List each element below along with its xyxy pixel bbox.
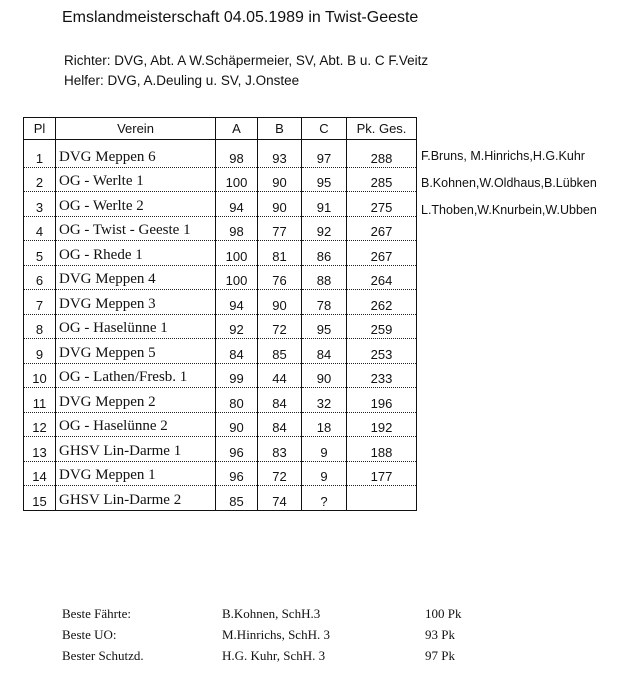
score-a-cell: 92 bbox=[216, 314, 258, 339]
club-cell: OG - Werlte 1 bbox=[56, 167, 216, 192]
team-members-line: L.Thoben,W.Knurbein,W.Ubben bbox=[421, 203, 597, 217]
club-cell: DVG Meppen 5 bbox=[56, 339, 216, 364]
table-row bbox=[24, 461, 417, 486]
total-cell: 267 bbox=[347, 241, 417, 266]
score-b-cell: 84 bbox=[258, 388, 302, 413]
score-a-cell: 85 bbox=[216, 486, 258, 511]
table-row bbox=[24, 486, 417, 511]
table-row bbox=[24, 265, 417, 290]
score-c-cell: 91 bbox=[302, 192, 347, 217]
total-cell: 262 bbox=[347, 290, 417, 315]
score-c-cell: 88 bbox=[302, 265, 347, 290]
place-cell: 6 bbox=[24, 265, 56, 290]
score-a-cell: 96 bbox=[216, 437, 258, 462]
score-b-cell: 85 bbox=[258, 339, 302, 364]
club-cell: OG - Haselünne 2 bbox=[56, 412, 216, 437]
score-a-cell: 100 bbox=[216, 241, 258, 266]
place-cell: 13 bbox=[24, 437, 56, 462]
award-category: Bester Schutzd. bbox=[62, 648, 144, 663]
header-club: Verein bbox=[56, 118, 216, 140]
place-cell: 8 bbox=[24, 314, 56, 339]
place-cell: 1 bbox=[24, 143, 56, 167]
total-cell: 267 bbox=[347, 216, 417, 241]
place-cell: 12 bbox=[24, 412, 56, 437]
club-cell: DVG Meppen 6 bbox=[56, 143, 216, 167]
score-c-cell: 18 bbox=[302, 412, 347, 437]
award-winner: H.G. Kuhr, SchH. 3 bbox=[222, 648, 326, 663]
score-a-cell: 80 bbox=[216, 388, 258, 413]
score-c-cell: ? bbox=[302, 486, 347, 511]
club-cell: OG - Haselünne 1 bbox=[56, 314, 216, 339]
score-b-cell: 74 bbox=[258, 486, 302, 511]
club-cell: OG - Lathen/Fresb. 1 bbox=[56, 363, 216, 388]
table-row bbox=[24, 388, 417, 413]
total-cell: 259 bbox=[347, 314, 417, 339]
score-b-cell: 72 bbox=[258, 314, 302, 339]
place-cell: 7 bbox=[24, 290, 56, 315]
place-cell: 15 bbox=[24, 486, 56, 511]
results-body bbox=[24, 140, 417, 511]
score-a-cell: 100 bbox=[216, 167, 258, 192]
club-cell: GHSV Lin-Darme 2 bbox=[56, 486, 216, 511]
header-c: C bbox=[302, 118, 347, 140]
score-c-cell: 78 bbox=[302, 290, 347, 315]
score-b-cell: 84 bbox=[258, 412, 302, 437]
score-a-cell: 98 bbox=[216, 216, 258, 241]
award-points: 93 Pk bbox=[425, 627, 455, 642]
score-c-cell: 32 bbox=[302, 388, 347, 413]
header-place: Pl bbox=[24, 118, 56, 140]
total-cell: 288 bbox=[347, 143, 417, 167]
score-a-cell: 99 bbox=[216, 363, 258, 388]
score-b-cell: 83 bbox=[258, 437, 302, 462]
total-cell: 196 bbox=[347, 388, 417, 413]
award-points: 97 Pk bbox=[425, 648, 455, 663]
award-winner: M.Hinrichs, SchH. 3 bbox=[222, 627, 330, 642]
total-cell: 188 bbox=[347, 437, 417, 462]
score-b-cell: 90 bbox=[258, 290, 302, 315]
score-a-cell: 100 bbox=[216, 265, 258, 290]
place-cell: 10 bbox=[24, 363, 56, 388]
score-a-cell: 94 bbox=[216, 290, 258, 315]
score-a-cell: 84 bbox=[216, 339, 258, 364]
score-b-cell: 90 bbox=[258, 192, 302, 217]
club-cell: DVG Meppen 1 bbox=[56, 461, 216, 486]
place-cell: 3 bbox=[24, 192, 56, 217]
table-row bbox=[24, 314, 417, 339]
award-points: 100 Pk bbox=[425, 606, 462, 621]
table-header-row bbox=[24, 118, 417, 140]
score-c-cell: 95 bbox=[302, 314, 347, 339]
table-row bbox=[24, 437, 417, 462]
table-row bbox=[24, 241, 417, 266]
score-b-cell: 93 bbox=[258, 143, 302, 167]
club-cell: DVG Meppen 4 bbox=[56, 265, 216, 290]
score-b-cell: 44 bbox=[258, 363, 302, 388]
team-members-line: F.Bruns, M.Hinrichs,H.G.Kuhr bbox=[421, 149, 585, 163]
score-b-cell: 72 bbox=[258, 461, 302, 486]
club-cell: OG - Twist - Geeste 1 bbox=[56, 216, 216, 241]
team-members-line: B.Kohnen,W.Oldhaus,B.Lübken bbox=[421, 176, 597, 190]
table-row bbox=[24, 290, 417, 315]
award-winner: B.Kohnen, SchH.3 bbox=[222, 606, 321, 621]
score-b-cell: 81 bbox=[258, 241, 302, 266]
header-a: A bbox=[216, 118, 258, 140]
total-cell bbox=[347, 486, 417, 511]
header-total: Pk. Ges. bbox=[347, 118, 417, 140]
score-c-cell: 92 bbox=[302, 216, 347, 241]
table-row bbox=[24, 412, 417, 437]
score-c-cell: 9 bbox=[302, 437, 347, 462]
total-cell: 253 bbox=[347, 339, 417, 364]
table-row bbox=[24, 192, 417, 217]
score-c-cell: 86 bbox=[302, 241, 347, 266]
score-a-cell: 98 bbox=[216, 143, 258, 167]
table-row bbox=[24, 167, 417, 192]
total-cell: 285 bbox=[347, 167, 417, 192]
total-cell: 264 bbox=[347, 265, 417, 290]
club-cell: OG - Rhede 1 bbox=[56, 241, 216, 266]
score-b-cell: 90 bbox=[258, 167, 302, 192]
score-c-cell: 9 bbox=[302, 461, 347, 486]
club-cell: OG - Werlte 2 bbox=[56, 192, 216, 217]
table-row bbox=[24, 216, 417, 241]
table-row bbox=[24, 339, 417, 364]
total-cell: 192 bbox=[347, 412, 417, 437]
score-c-cell: 84 bbox=[302, 339, 347, 364]
club-cell: DVG Meppen 3 bbox=[56, 290, 216, 315]
place-cell: 4 bbox=[24, 216, 56, 241]
header-b: B bbox=[258, 118, 302, 140]
judges-line: Richter: DVG, Abt. A W.Schäpermeier, SV, Abt. B u. C F.Veitz bbox=[64, 53, 429, 68]
award-category: Beste UO: bbox=[62, 627, 117, 642]
score-b-cell: 77 bbox=[258, 216, 302, 241]
total-cell: 177 bbox=[347, 461, 417, 486]
place-cell: 11 bbox=[24, 388, 56, 413]
table-row bbox=[24, 363, 417, 388]
score-c-cell: 97 bbox=[302, 143, 347, 167]
score-b-cell: 76 bbox=[258, 265, 302, 290]
score-c-cell: 90 bbox=[302, 363, 347, 388]
helpers-line: Helfer: DVG, A.Deuling u. SV, J.Onstee bbox=[64, 73, 300, 88]
page-title: Emslandmeisterschaft 04.05.1989 in Twist-Geeste bbox=[62, 9, 419, 26]
place-cell: 9 bbox=[24, 339, 56, 364]
score-a-cell: 94 bbox=[216, 192, 258, 217]
place-cell: 2 bbox=[24, 167, 56, 192]
total-cell: 275 bbox=[347, 192, 417, 217]
results-table bbox=[23, 117, 417, 511]
score-c-cell: 95 bbox=[302, 167, 347, 192]
club-cell: DVG Meppen 2 bbox=[56, 388, 216, 413]
place-cell: 5 bbox=[24, 241, 56, 266]
score-a-cell: 90 bbox=[216, 412, 258, 437]
place-cell: 14 bbox=[24, 461, 56, 486]
total-cell: 233 bbox=[347, 363, 417, 388]
score-a-cell: 96 bbox=[216, 461, 258, 486]
table-row bbox=[24, 143, 417, 167]
club-cell: GHSV Lin-Darme 1 bbox=[56, 437, 216, 462]
award-category: Beste Fährte: bbox=[62, 606, 131, 621]
